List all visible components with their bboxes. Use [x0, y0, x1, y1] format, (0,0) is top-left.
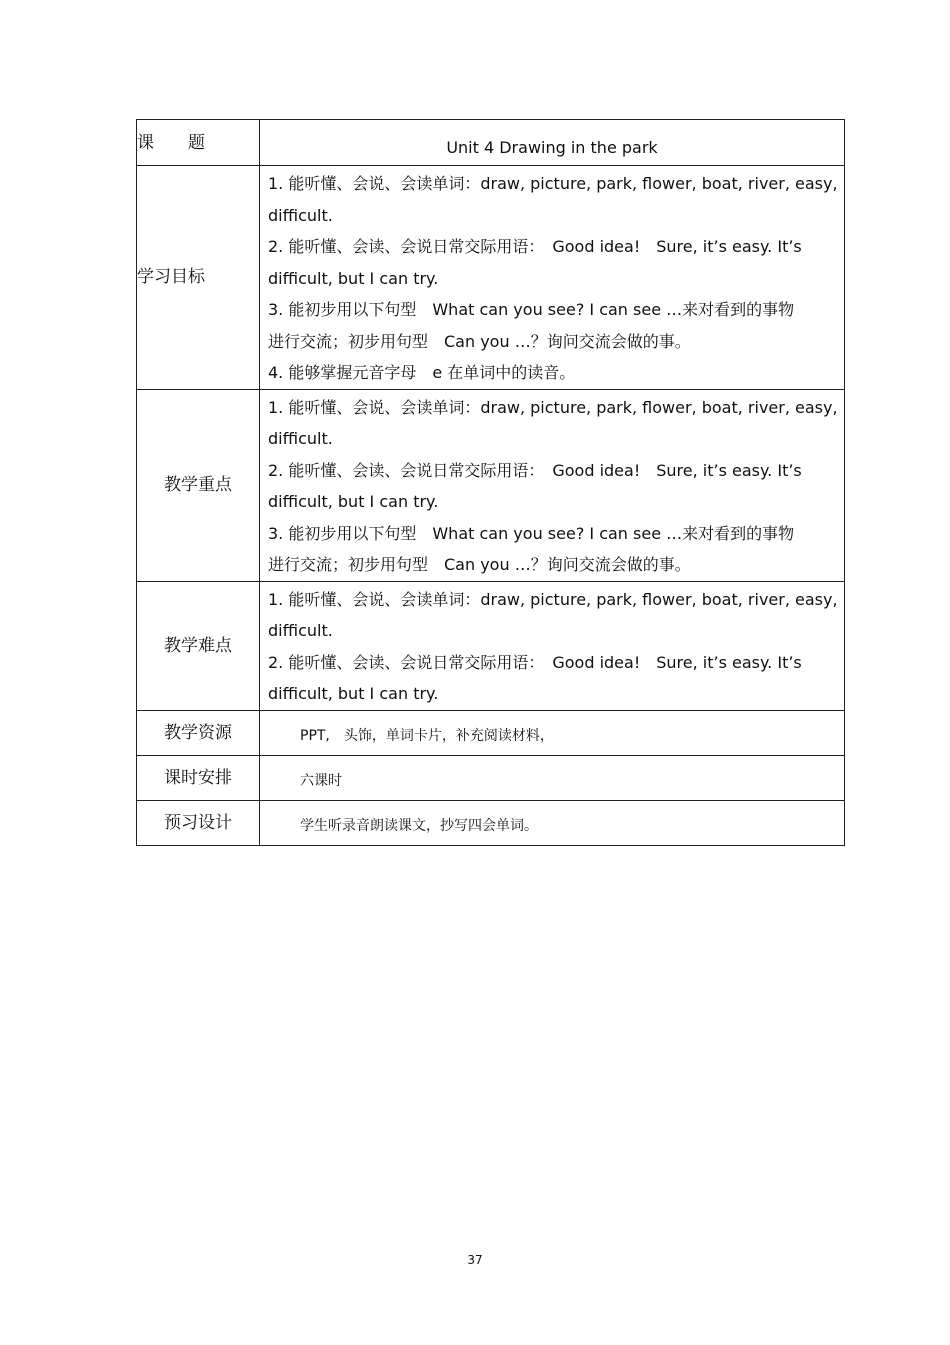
preview-label: 预习设计 — [137, 800, 260, 845]
difficulties-label: 教学难点 — [137, 581, 260, 710]
key-points-line: difficult. — [268, 429, 333, 448]
key-points-label: 教学重点 — [137, 389, 260, 581]
difficulties-line: difficult. — [268, 621, 333, 640]
objectives-line: 2. 能听懂、会读、会说日常交际用语： Good idea! Sure, it’s easy. It’s — [268, 237, 802, 256]
objectives-label: 学习目标 — [137, 166, 260, 390]
preview-row — [137, 800, 845, 845]
key-points-line: 进行交流；初步用句型 Can you …？询问交流会做的事。 — [268, 555, 691, 574]
objectives-line: difficult. — [268, 205, 333, 225]
objectives-line: 3. 能初步用以下句型 What can you see? I can see …来对看到的事物 — [268, 300, 795, 319]
difficulties-content — [260, 581, 845, 710]
difficulties-row — [137, 581, 845, 710]
objectives-content — [260, 166, 845, 390]
resources-row — [137, 710, 845, 755]
objectives-line: 1. 能听懂、会说、会读单词：draw, picture, park, flower, boat, river, easy, — [268, 174, 838, 193]
key-points-content — [260, 389, 845, 581]
title-row — [137, 120, 845, 166]
page-number: 37 — [467, 1253, 483, 1267]
resources-label: 教学资源 — [137, 710, 260, 755]
schedule-row — [137, 755, 845, 800]
key-points-line: 1. 能听懂、会说、会读单词：draw, picture, park, flower, boat, river, easy, — [268, 397, 838, 417]
objectives-line: difficult, but I can try. — [268, 268, 439, 288]
difficulties-line: 1. 能听懂、会说、会读单词：draw, picture, park, flower, boat, river, easy, — [268, 589, 838, 609]
difficulties-line: difficult, but I can try. — [268, 684, 439, 703]
objectives-line: 进行交流；初步用句型 Can you …？询问交流会做的事。 — [268, 331, 691, 351]
lesson-plan-table — [136, 119, 845, 846]
key-points-row — [137, 389, 845, 581]
resources-value: PPT, 头饰，单词卡片，补充阅读材料， — [260, 710, 845, 755]
objectives-row — [137, 166, 845, 390]
key-points-line: 3. 能初步用以下句型 What can you see? I can see …来对看到的事物 — [268, 523, 795, 543]
key-points-line: 2. 能听懂、会读、会说日常交际用语： Good idea! Sure, it’s easy. It’s — [268, 460, 802, 480]
title-label: 课 题 — [137, 120, 260, 166]
schedule-label: 课时安排 — [137, 755, 260, 800]
difficulties-line: 2. 能听懂、会读、会说日常交际用语： Good idea! Sure, it’s easy. It’s — [268, 652, 802, 672]
key-points-line: difficult, but I can try. — [268, 492, 439, 511]
schedule-value: 六课时 — [260, 755, 845, 800]
preview-value: 学生听录音朗读课文，抄写四会单词。 — [260, 800, 845, 845]
objectives-line: 4. 能够掌握元音字母 e 在单词中的读音。 — [268, 363, 576, 382]
lesson-title: Unit 4 Drawing in the park — [260, 120, 845, 166]
